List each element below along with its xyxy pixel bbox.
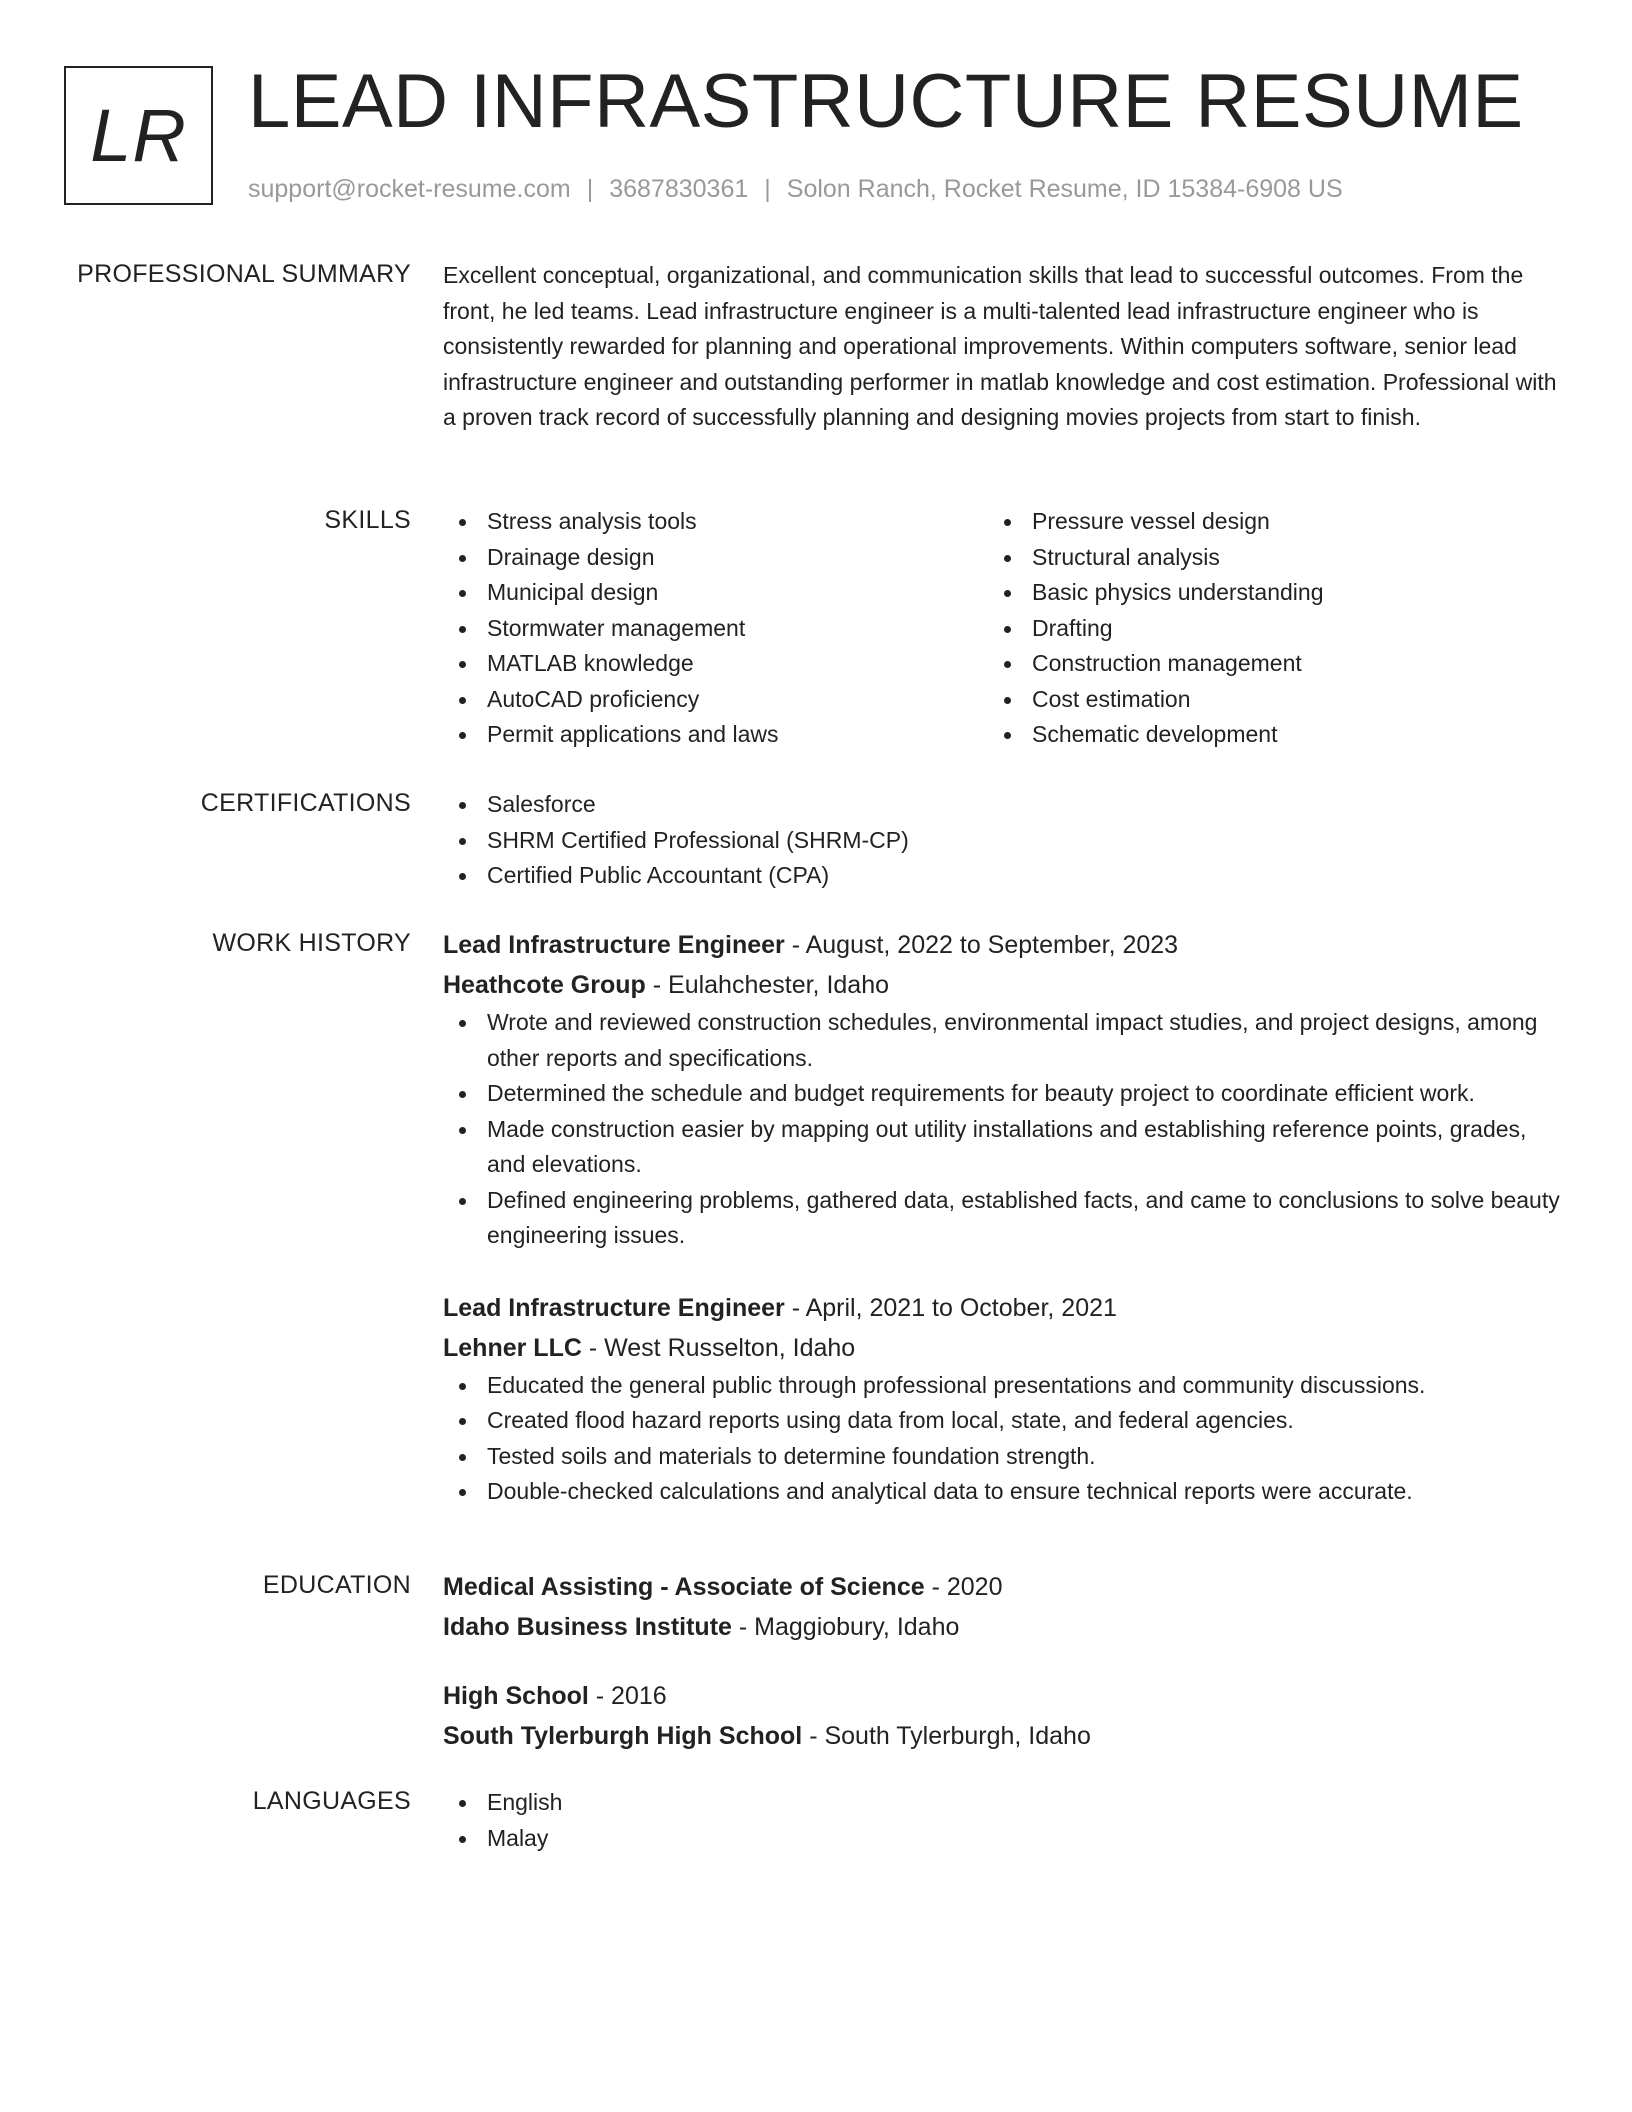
job-bullet-list	[443, 1368, 1563, 1510]
job-dates: - April, 2021 to October, 2021	[784, 1293, 1117, 1322]
skill-item: Drainage design	[443, 540, 988, 576]
certification-item: Certified Public Accountant (CPA)	[443, 858, 1563, 894]
job-title-line	[443, 925, 1563, 965]
job-bullet: Created flood hazard reports using data from local, state, and federal agencies.	[443, 1403, 1563, 1439]
job-bullet: Double-checked calculations and analytical data to ensure technical reports were accurate.	[443, 1474, 1563, 1510]
contact-separator: |	[586, 175, 594, 203]
certification-item: SHRM Certified Professional (SHRM-CP)	[443, 823, 1563, 859]
contact-email: support@rocket-resume.com	[248, 175, 571, 203]
section-label-work-history: WORK HISTORY	[212, 929, 411, 957]
contact-line	[248, 172, 1343, 206]
job-bullet: Tested soils and materials to determine foundation strength.	[443, 1439, 1563, 1475]
resume-title: LEAD INFRASTRUCTURE RESUME	[248, 59, 1524, 144]
languages-body	[443, 1785, 1563, 1856]
education-year: - 2020	[924, 1573, 1003, 1601]
job-location: - Eulahchester, Idaho	[645, 971, 890, 999]
job-company-line	[443, 1328, 1563, 1368]
skill-item: Structural analysis	[988, 540, 1533, 576]
education-degree: Medical Assisting - Associate of Science	[443, 1573, 925, 1601]
summary-body	[443, 258, 1563, 436]
job-title: Lead Infrastructure Engineer	[443, 931, 785, 959]
skill-item: Stormwater management	[443, 611, 988, 647]
education-school-line	[443, 1716, 1563, 1756]
education-body	[443, 1567, 1563, 1756]
skill-item: Drafting	[988, 611, 1533, 647]
education-location: - Maggiobury, Idaho	[731, 1613, 960, 1641]
skill-item: Construction management	[988, 646, 1533, 682]
section-label-certifications: CERTIFICATIONS	[200, 789, 411, 817]
education-year: - 2016	[588, 1682, 667, 1710]
skill-item: AutoCAD proficiency	[443, 682, 988, 718]
section-label-education: EDUCATION	[262, 1571, 411, 1599]
job-bullet-list	[443, 1005, 1563, 1254]
section-label-skills: SKILLS	[324, 506, 411, 534]
job-bullet: Made construction easier by mapping out utility installations and establishing reference points, grades, and elevations.	[443, 1112, 1563, 1183]
job-bullet: Wrote and reviewed construction schedules, environmental impact studies, and project designs, among other reports and specifications.	[443, 1005, 1563, 1076]
contact-address: Solon Ranch, Rocket Resume, ID 15384-6908 US	[786, 175, 1343, 203]
education-school-line	[443, 1607, 1563, 1647]
job-title-line	[443, 1288, 1563, 1328]
certification-item: Salesforce	[443, 787, 1563, 823]
job-dates: - August, 2022 to September, 2023	[784, 931, 1179, 959]
education-entry	[443, 1676, 1563, 1756]
job-bullet: Determined the schedule and budget requirements for beauty project to coordinate efficient work.	[443, 1076, 1563, 1112]
education-degree-line	[443, 1676, 1563, 1716]
language-item: English	[443, 1785, 1563, 1821]
skill-item: Municipal design	[443, 575, 988, 611]
education-school: South Tylerburgh High School	[443, 1722, 803, 1750]
job-company: Lehner LLC	[443, 1333, 582, 1362]
job-title: Lead Infrastructure Engineer	[443, 1293, 785, 1322]
contact-phone: 3687830361	[609, 175, 749, 203]
skill-item: MATLAB knowledge	[443, 646, 988, 682]
skills-body	[443, 504, 1563, 753]
work-history-body	[443, 925, 1563, 1510]
education-degree-line	[443, 1567, 1563, 1607]
skill-item: Stress analysis tools	[443, 504, 988, 540]
languages-list	[443, 1785, 1563, 1856]
certifications-list	[443, 787, 1563, 894]
language-item: Malay	[443, 1821, 1563, 1857]
education-degree: High School	[443, 1682, 589, 1710]
skill-item: Permit applications and laws	[443, 717, 988, 753]
skill-item: Schematic development	[988, 717, 1533, 753]
skills-list-left	[443, 504, 988, 753]
education-entry	[443, 1567, 1563, 1647]
education-school: Idaho Business Institute	[443, 1613, 732, 1641]
skills-list-right	[988, 504, 1533, 753]
job-entry	[443, 1288, 1563, 1510]
skill-item: Pressure vessel design	[988, 504, 1533, 540]
summary-text: Excellent conceptual, organizational, and communication skills that lead to successful outcomes. From the front, he led teams. Lead infrastructure engineer is a multi-talented lead infrastructure engineer who is consistently rewarded for planning and operational improvements. Within computers software, senior lead infrastructure engineer and outstanding performer in matlab knowledge and cost estimation. Professional with a proven track record of successfully planning and designing movies projects from start to finish.	[443, 262, 1557, 430]
job-company: Heathcote Group	[443, 971, 646, 999]
education-location: - South Tylerburgh, Idaho	[802, 1722, 1091, 1750]
job-entry	[443, 925, 1563, 1254]
job-location: - West Russelton, Idaho	[581, 1333, 856, 1362]
job-bullet: Educated the general public through professional presentations and community discussions.	[443, 1368, 1563, 1404]
skill-item: Basic physics understanding	[988, 575, 1533, 611]
job-company-line	[443, 965, 1563, 1005]
certifications-body	[443, 787, 1563, 894]
skill-item: Cost estimation	[988, 682, 1533, 718]
skills-columns	[443, 504, 1563, 753]
job-bullet: Defined engineering problems, gathered data, established facts, and came to conclusions to solve beauty engineering issues.	[443, 1183, 1563, 1254]
contact-separator: |	[764, 175, 771, 203]
section-label-languages: LANGUAGES	[252, 1787, 411, 1815]
section-label-summary: PROFESSIONAL SUMMARY	[77, 260, 411, 288]
monogram-logo: LR	[64, 66, 213, 205]
